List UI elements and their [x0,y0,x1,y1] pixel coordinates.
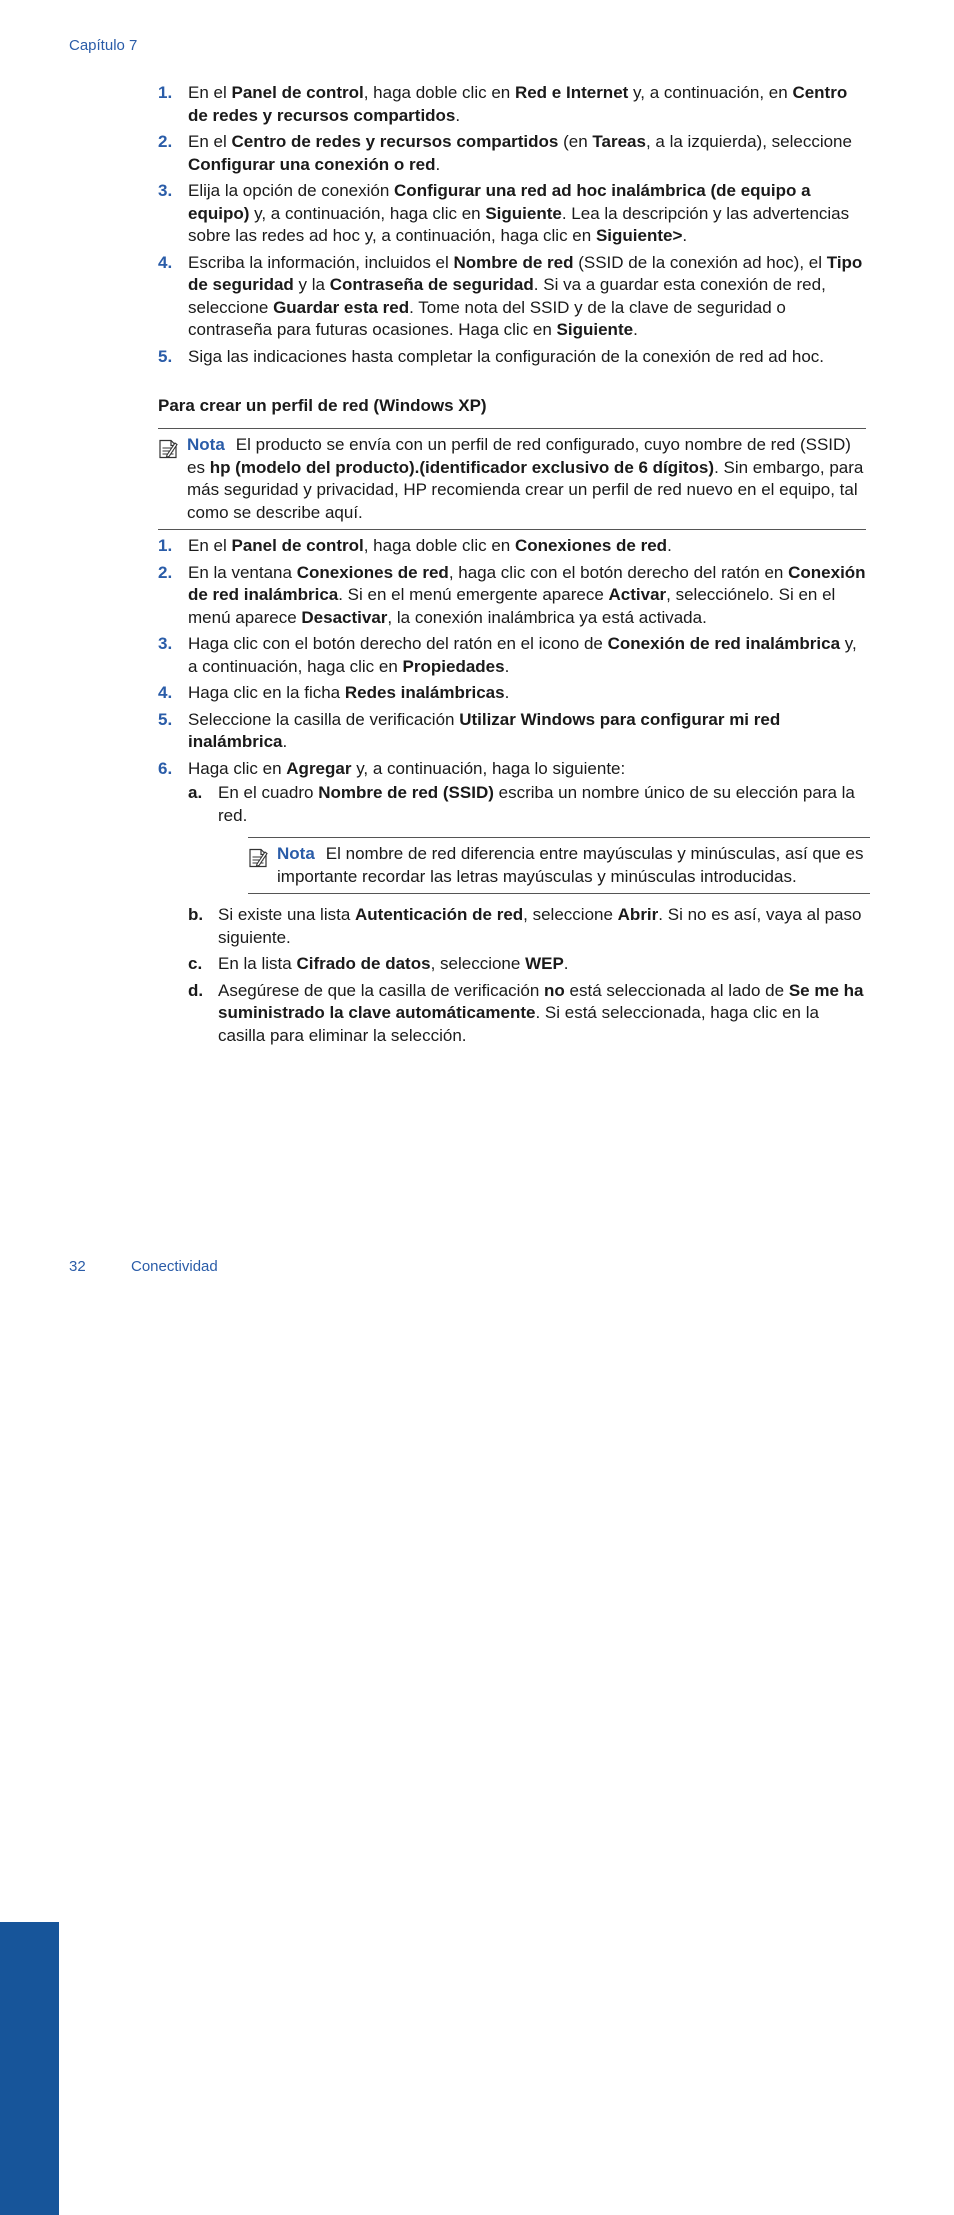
text-run: , seleccione [430,954,526,973]
text-run: . Si en el menú emergente aparece [338,585,609,604]
text-run: . Lea la descripción y las advertencias sobre las redes ad hoc y, a continuación, haga clic en [188,203,850,245]
text-run: . [282,732,288,751]
text-run: , seleccione [523,905,618,924]
list-item [158,180,870,248]
text-run: Haga clic con el botón derecho del ratón en el icono de [188,634,608,653]
sidebar-label: Conectividad [38,1246,54,1334]
bold-text: Utilizar Windows para configurar mi red inalámbrica [188,709,781,751]
bold-text: Propiedades [402,656,505,676]
text-run: Haga clic en [188,758,287,778]
bold-text: Desactivar [301,607,388,627]
list-item [158,758,870,1048]
list-item [158,131,870,176]
bold-text: Siguiente [485,203,562,223]
text-run: y, a continuación, en [628,83,793,102]
bold-text: Tipo de seguridad [188,252,863,294]
substep-letter: d. [188,980,204,1000]
text-run: , a la izquierda), seleccione [645,132,852,151]
list-item [158,346,870,369]
text-run: Asegúrese de que la casilla de verificación [218,980,545,1000]
list-item [188,980,870,1048]
list-item [158,82,870,127]
text-run: Haga clic en la ficha [188,683,345,702]
bold-text: Conexiones de red [514,536,668,555]
text-run: Elija la opción de conexión [188,181,395,200]
list-item [188,953,870,976]
bold-text: Centro de redes y recursos compartidos [231,132,559,151]
text-run: . [504,656,510,676]
text-run: . [435,154,441,174]
list-item [158,682,870,705]
bold-text: Guardar esta red [273,297,410,317]
bold-text: no [544,980,565,1000]
text-run: y, a continuación, haga clic en [249,203,486,223]
step-number: 1. [158,83,173,102]
step-number: 2. [158,562,173,582]
list-item [158,535,870,558]
text-run: . [504,683,510,702]
text-run: . Si no es así, vaya al paso siguiente. [218,905,862,947]
text-run: En la lista [218,954,297,973]
text-run: y, a continuación, haga clic en [188,634,857,676]
vista-steps-list [158,82,870,372]
text-run: . [633,320,638,339]
text-run: En el [188,536,232,555]
step-number: 5. [158,346,173,366]
text-run: El nombre de red diferencia entre mayúsculas y minúsculas, así que es importante recordar las letras mayúsculas y minúsculas introducidas. [277,844,864,886]
bold-text: Panel de control [231,536,364,555]
text-run: . Si va a guardar esta conexión de red, seleccione [188,275,826,317]
step-number: 6. [158,758,173,778]
substep-text [218,954,569,973]
text-run: (SSID de la conexión ad hoc), el [573,252,827,272]
substep-letter: c. [188,954,203,973]
text-run: escriba un nombre único de su elección para la red. [218,783,855,825]
note-label: Nota [187,435,225,454]
list-item [158,709,870,754]
bold-text: Centro de redes y recursos compartidos [188,83,848,125]
bold-text: Red e Internet [514,83,629,102]
text-run: está seleccionada al lado de [564,980,789,1000]
text-run: . [455,105,461,125]
text-run: Seleccione la casilla de verificación [188,709,460,729]
bold-text: Agregar [286,758,352,778]
text-run: , haga doble clic en [363,83,515,102]
text-run: Si existe una lista [218,905,356,924]
text-run: y la [293,275,330,294]
bold-text: Nombre de red (SSID) [318,783,494,802]
step-text [188,634,857,676]
step-number: 3. [158,181,173,200]
section-heading: Para crear un perfil de red (Windows XP) [158,396,487,415]
step-text [188,710,780,752]
step-number: 4. [158,252,173,272]
text-run: . Si está seleccionada, haga clic en la casilla para eliminar la selección. [218,1003,819,1045]
text-run: . Tome nota del SSID y de la clave de seguridad o contraseña para futuras ocasiones. Haga clic en [188,297,786,339]
text-run: En el [188,132,232,151]
bold-text: Configurar una conexión o red [188,154,436,174]
text-run: (en [558,132,593,151]
note-body [187,435,863,522]
bold-text: Nombre de red [453,252,574,272]
text-run: El producto se envía con un perfil de red configurado, cuyo nombre de red (SSID) es [187,435,851,477]
step-text [188,83,847,125]
bold-text: Se me ha suministrado la clave automáticamente [218,980,864,1022]
bold-text: Autenticación de red [355,905,524,924]
substep-letter: a. [188,783,203,802]
text-run: . [682,226,688,245]
bold-text: Siguiente> [595,226,683,245]
text-run: , haga doble clic en [363,536,515,555]
note-box [158,428,866,530]
text-run: En la ventana [188,562,297,582]
bold-text: Conexiones de red [296,562,449,582]
bold-text: Configurar una red ad hoc inalámbrica (de equipo a equipo) [188,181,811,223]
note-text [158,429,866,529]
text-run: . [667,536,672,555]
bold-text: WEP [525,954,564,973]
bold-text: Abrir [617,905,659,924]
text-run: En el [188,83,232,102]
step-number: 4. [158,683,173,702]
page-number: 32 [69,1258,86,1275]
text-run: Siga las indicaciones hasta completar la configuración de la conexión de red ad hoc. [188,346,825,366]
list-item [188,904,870,949]
step-number: 2. [158,132,173,151]
note-icon [158,439,178,459]
substeps-list [188,782,870,1047]
chapter-sidebar-tab [0,961,59,1334]
step-text [188,683,509,702]
bold-text: Conexión de red inalámbrica [607,634,841,653]
text-run: En el cuadro [218,783,319,802]
step-text [188,347,824,366]
step-text [188,253,862,340]
bold-text: Conexión de red inalámbrica [188,562,866,604]
step-text [188,132,852,174]
substep-letter: b. [188,905,204,924]
substep-text [218,783,855,825]
text-run: , haga clic con el botón derecho del ratón en [448,562,789,582]
text-run: . [563,954,569,973]
xp-steps-list [158,535,870,1051]
list-item [158,633,870,678]
list-item [158,252,870,342]
note-label: Nota [277,844,315,863]
footer-section-title: Conectividad [131,1258,218,1275]
bold-text: Activar [608,585,667,604]
bold-text: hp (modelo del producto).(identificador exclusivo de 6 dígitos) [209,457,715,477]
step-number: 5. [158,709,173,729]
text-run: , la conexión inalámbrica ya está activada. [387,607,707,627]
bold-text: Cifrado de datos [296,954,431,973]
bold-text: Panel de control [231,83,364,102]
text-run: , selecciónelo. Si en el menú aparece [188,585,836,627]
text-run: Escriba la información, incluidos el [188,252,454,272]
bold-text: Contraseña de seguridad [329,275,534,294]
chapter-header: Capítulo 7 [69,37,138,54]
step-text [188,536,672,555]
bold-text: Tareas [592,132,646,151]
step-number: 1. [158,536,173,555]
list-item [188,782,870,894]
bold-text: Redes inalámbricas [344,683,505,702]
text-run: y, a continuación, haga lo siguiente: [351,758,626,778]
step-text [188,181,849,245]
note-icon [248,848,268,868]
note-box [248,837,870,894]
list-item [158,562,870,630]
text-run: . Sin embargo, para más seguridad y privacidad, HP recomienda crear un perfil de red nuevo en el equipo, tal como se describe aquí. [187,457,864,522]
substep-text [218,981,863,1045]
note-text [248,838,870,893]
step-text [188,759,625,778]
bold-text: Siguiente [556,320,634,339]
step-text [188,563,866,627]
substep-text [218,905,861,947]
step-number: 3. [158,634,173,653]
